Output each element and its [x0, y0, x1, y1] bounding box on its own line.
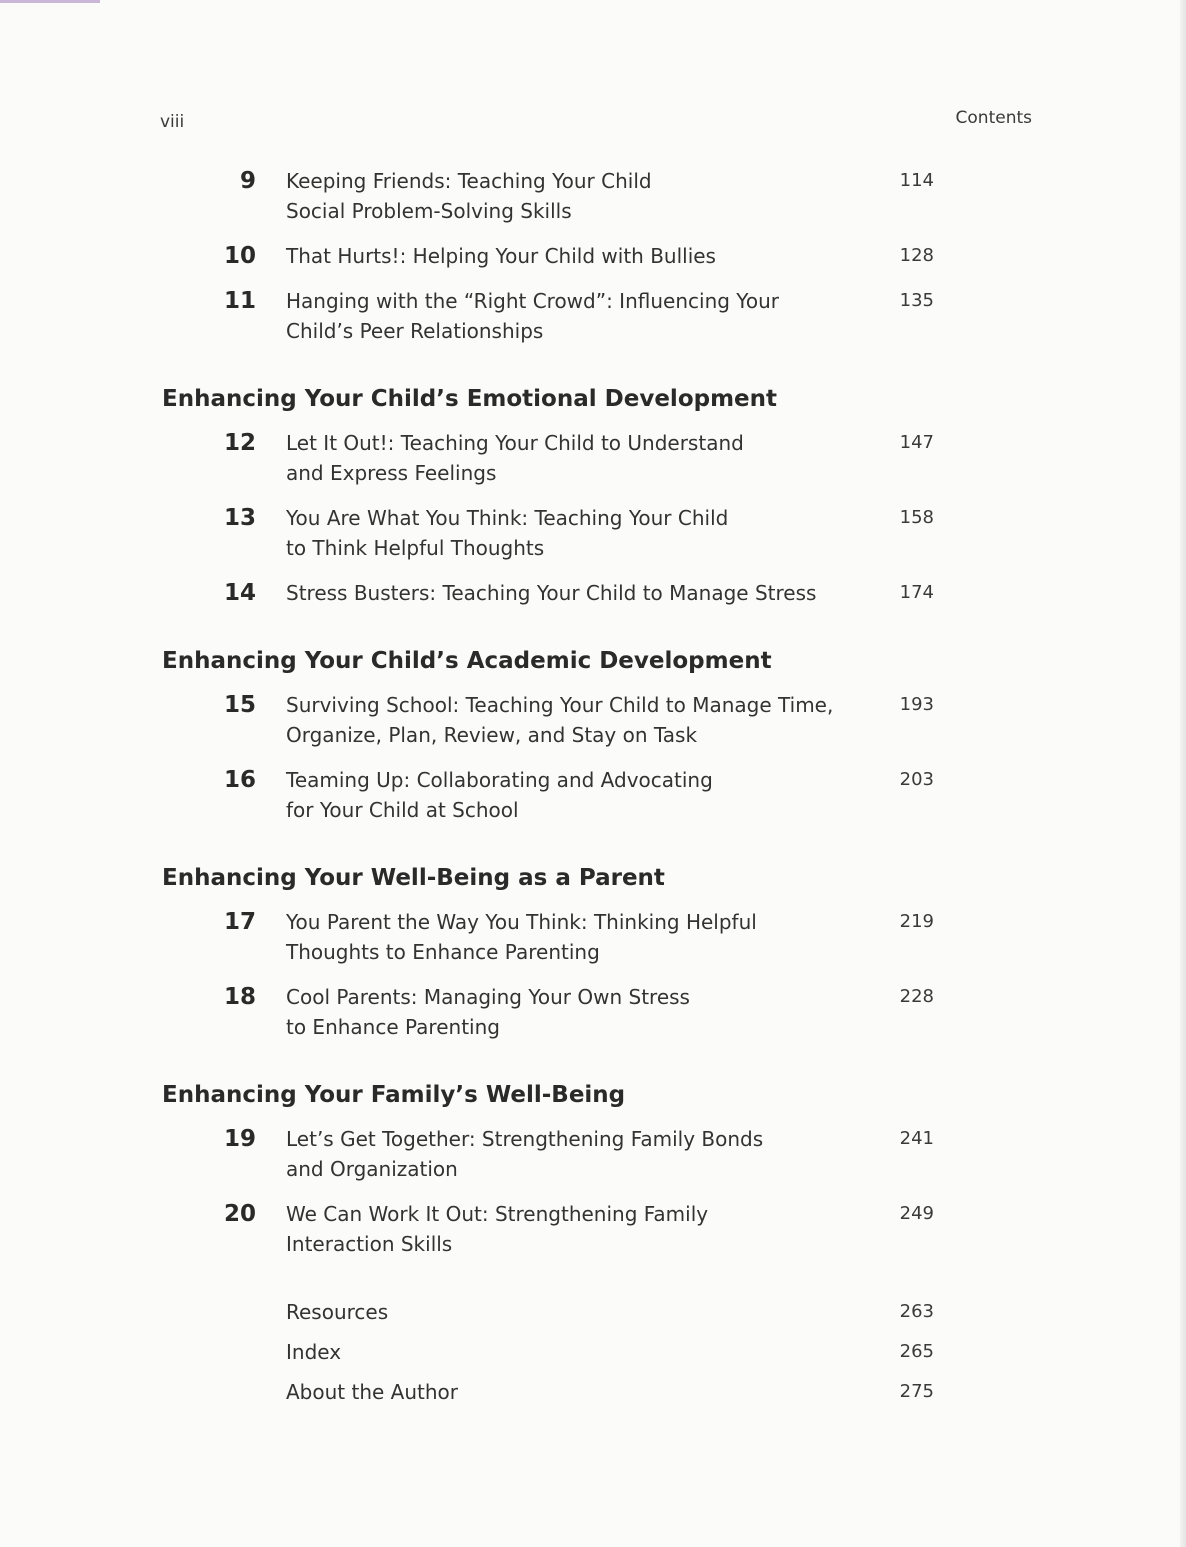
chapter-number: 15	[223, 692, 256, 718]
running-title: Contents	[955, 108, 1032, 128]
chapter-title-line: Let’s Get Together: Strengthening Family Bonds	[286, 1127, 764, 1151]
chapter-title-line: to Think Helpful Thoughts	[286, 536, 545, 560]
page-number: 158	[899, 507, 934, 528]
chapter-title-line: Stress Busters: Teaching Your Child to Manage Stress	[286, 581, 817, 605]
page-number: 128	[899, 245, 934, 266]
chapter-number: 12	[223, 430, 256, 456]
page-edge-shadow	[1180, 0, 1186, 1547]
toc-entry-chapter-19[interactable]	[158, 1124, 958, 1184]
page-number: 135	[899, 290, 934, 311]
chapter-title-line: We Can Work It Out: Strengthening Family	[286, 1202, 709, 1226]
toc-entry-chapter-12[interactable]	[158, 428, 958, 488]
page-number: 228	[899, 986, 934, 1007]
chapter-title-line: Organize, Plan, Review, and Stay on Task	[286, 723, 698, 747]
chapter-title-line: Interaction Skills	[286, 1232, 453, 1256]
toc-entry-chapter-20[interactable]	[158, 1199, 958, 1259]
page-number: 265	[899, 1341, 934, 1362]
chapter-title-line: Surviving School: Teaching Your Child to Manage Time,	[286, 693, 834, 717]
chapter-number: 9	[239, 168, 256, 194]
chapter-title	[286, 428, 846, 488]
toc-entry-index[interactable]	[158, 1337, 958, 1367]
page-number: 249	[899, 1203, 934, 1224]
chapter-title-line: Thoughts to Enhance Parenting	[286, 940, 600, 964]
chapter-number: 16	[223, 767, 256, 793]
chapter-title	[286, 765, 846, 825]
chapter-title-line: That Hurts!: Helping Your Child with Bullies	[286, 244, 716, 268]
chapter-title	[286, 578, 846, 608]
part-heading-parent: Enhancing Your Well-Being as a Parent	[162, 865, 665, 891]
back-matter-title: About the Author	[286, 1380, 459, 1404]
page-number: 174	[899, 582, 934, 603]
toc-entry-about-the-author[interactable]	[158, 1377, 958, 1407]
page-number: 219	[899, 911, 934, 932]
part-heading-family: Enhancing Your Family’s Well-Being	[162, 1082, 626, 1108]
page-number: 241	[899, 1128, 934, 1149]
chapter-title-line: You Are What You Think: Teaching Your Child	[286, 506, 729, 530]
toc-entry-chapter-9[interactable]	[158, 166, 958, 226]
page-number: 114	[899, 170, 934, 191]
chapter-number: 11	[223, 288, 256, 314]
chapter-title	[286, 907, 846, 967]
chapter-title-line: Keeping Friends: Teaching Your Child	[286, 169, 652, 193]
chapter-title-line: Hanging with the “Right Crowd”: Influencing Your	[286, 289, 779, 313]
chapter-number: 13	[223, 505, 256, 531]
table-of-contents	[158, 166, 958, 1407]
chapter-number: 19	[223, 1126, 256, 1152]
chapter-title	[286, 286, 846, 346]
chapter-title	[286, 241, 846, 271]
page-number: 193	[899, 694, 934, 715]
part-heading-emotional: Enhancing Your Child’s Emotional Development	[162, 386, 778, 412]
chapter-title-line: Child’s Peer Relationships	[286, 319, 544, 343]
chapter-title-line: Teaming Up: Collaborating and Advocating	[286, 768, 713, 792]
chapter-title	[286, 503, 846, 563]
page-number: 203	[899, 769, 934, 790]
toc-entry-chapter-16[interactable]	[158, 765, 958, 825]
back-matter	[158, 1297, 958, 1407]
back-matter-title: Index	[286, 1340, 342, 1364]
chapter-number: 20	[223, 1201, 256, 1227]
chapter-title	[286, 982, 846, 1042]
toc-entry-resources[interactable]	[158, 1297, 958, 1327]
chapter-title	[286, 1124, 846, 1184]
chapter-number: 14	[223, 580, 256, 606]
toc-entry-chapter-13[interactable]	[158, 503, 958, 563]
scan-edge-mark	[0, 0, 100, 3]
chapter-title-line: Cool Parents: Managing Your Own Stress	[286, 985, 690, 1009]
page-number: 147	[899, 432, 934, 453]
chapter-title-line: to Enhance Parenting	[286, 1015, 500, 1039]
toc-entry-chapter-15[interactable]	[158, 690, 958, 750]
chapter-title-line: for Your Child at School	[286, 798, 519, 822]
chapter-title-line: Let It Out!: Teaching Your Child to Understand	[286, 431, 744, 455]
toc-entry-chapter-18[interactable]	[158, 982, 958, 1042]
chapter-title-line: and Express Feelings	[286, 461, 497, 485]
chapter-title-line: and Organization	[286, 1157, 458, 1181]
chapter-title	[286, 1199, 846, 1259]
toc-entry-chapter-11[interactable]	[158, 286, 958, 346]
chapter-number: 10	[223, 243, 256, 269]
toc-entry-chapter-14[interactable]	[158, 578, 958, 608]
chapter-number: 18	[223, 984, 256, 1010]
chapter-number: 17	[223, 909, 256, 935]
chapter-title	[286, 690, 846, 750]
page-number: 275	[899, 1381, 934, 1402]
part-heading-academic: Enhancing Your Child’s Academic Development	[162, 648, 772, 674]
toc-entry-chapter-17[interactable]	[158, 907, 958, 967]
toc-entry-chapter-10[interactable]	[158, 241, 958, 271]
page-number: 263	[899, 1301, 934, 1322]
running-head	[160, 108, 1032, 132]
chapter-title	[286, 166, 846, 226]
chapter-title-line: Social Problem-Solving Skills	[286, 199, 572, 223]
back-matter-title: Resources	[286, 1300, 389, 1324]
chapter-title-line: You Parent the Way You Think: Thinking Helpful	[286, 910, 757, 934]
folio: viii	[160, 112, 185, 132]
